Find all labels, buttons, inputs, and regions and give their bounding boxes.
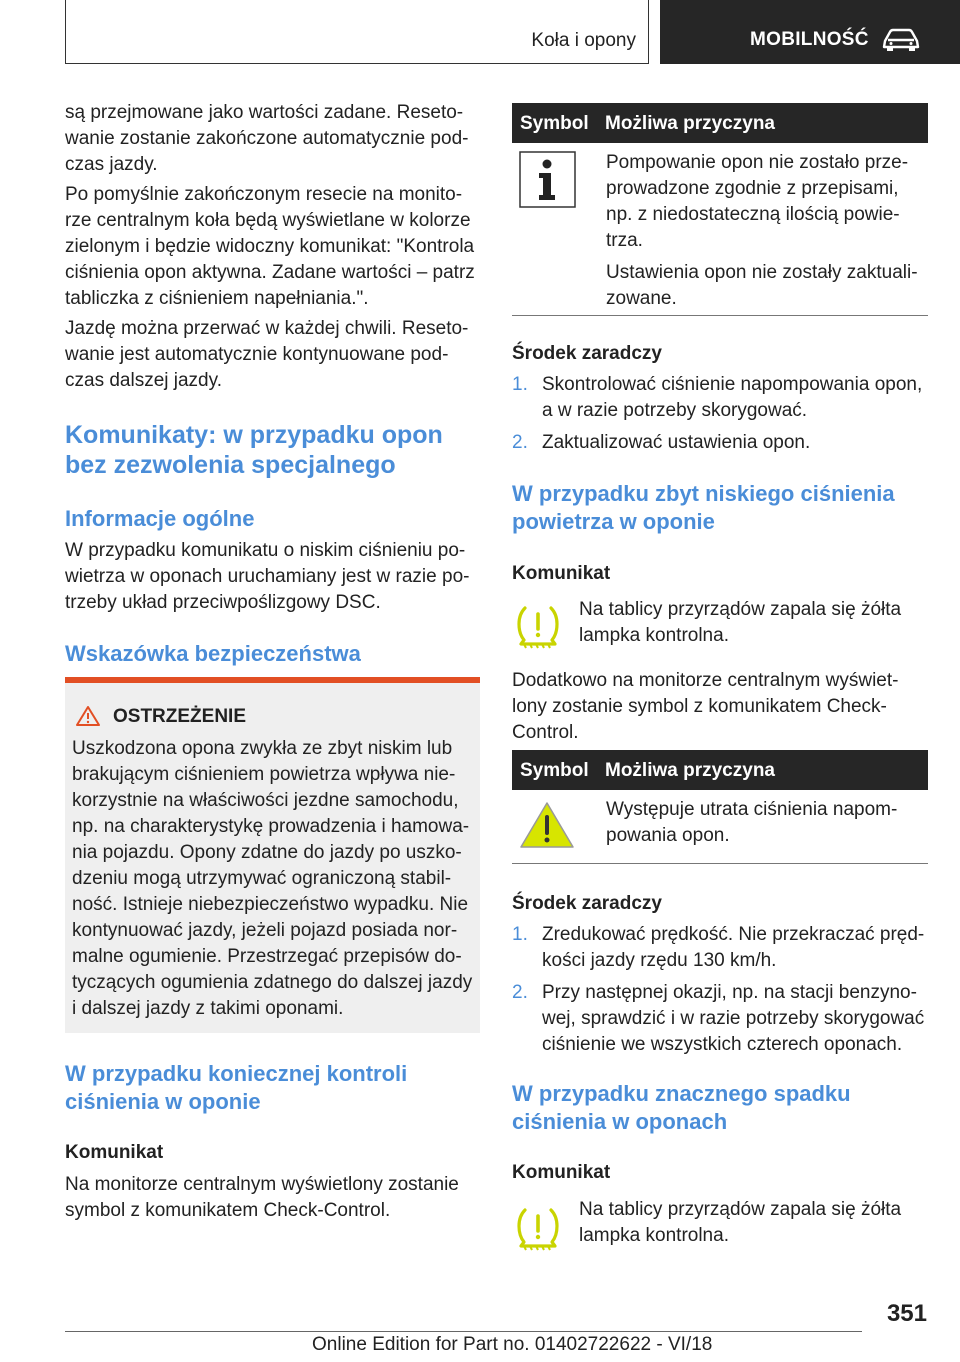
table1-bottom-rule — [512, 315, 928, 316]
paragraph-reset-values: są przejmowane jako wartości zadane. Reseto-wanie zostanie zakończone automatycznie pod-czas jazdy. — [65, 102, 469, 175]
table2-header — [512, 750, 928, 790]
table1-cause-2: Ustawienia opon nie zostały zaktuali-zowane. — [606, 262, 918, 309]
subheading-message-right-2: Komunikat — [512, 1162, 611, 1183]
table1-col-cause: Możliwa przyczyna — [605, 113, 775, 134]
footer-rule — [65, 1331, 862, 1332]
chapter-title: MOBILNOŚĆ — [750, 29, 869, 50]
table1-cause-1: Pompowanie opon nie zostało prze-prowadzone zgodnie z przepisami, np. z niedostateczną ilością powie-trza. — [606, 152, 909, 251]
step-text: Przy następnej okazji, np. na stacji benzyno-wej, sprawdzić i w razie potrzeby skorygować ciśnienie we wszystkich czterech oponach. — [542, 982, 925, 1055]
table1-header — [512, 103, 928, 143]
paragraph-dsc: W przypadku komunikatu o niskim ciśnieniu po-wietrza w oponach uruchamiany jest w razie po-trzeby układ przeciwpoślizgowy DSC. — [65, 540, 470, 613]
page-number: 351 — [886, 1300, 927, 1327]
table2-col-symbol: Symbol — [520, 760, 589, 781]
step-number: 1. — [512, 374, 528, 395]
tire-pressure-lamp-icon — [515, 1206, 561, 1252]
step-number: 1. — [512, 924, 528, 945]
car-icon — [881, 27, 921, 53]
header-section-box — [65, 0, 649, 64]
remedy1-step-2 — [512, 430, 928, 456]
remedy2-step-1 — [512, 922, 928, 974]
chapter-tab — [660, 0, 960, 64]
table1-col-symbol: Symbol — [520, 113, 589, 134]
lamp2-text: Na tablicy przyrządów zapala się żółta lampka kontrolna. — [579, 1199, 902, 1246]
remedy1-title: Środek zaradczy — [512, 343, 662, 364]
table2-cause-1: Występuje utrata ciśnienia napom-powania opon. — [606, 799, 898, 846]
step-text: Zaktualizować ustawienia opon. — [542, 432, 811, 453]
heading-general-info: Informacje ogólne — [65, 506, 255, 531]
heading-low-pressure: W przypadku zbyt niskiego ciśnienia powietrza w oponie — [512, 481, 895, 534]
remedy2-steps — [512, 922, 928, 1064]
remedy1-step-1 — [512, 372, 928, 424]
subheading-message-left: Komunikat — [65, 1142, 164, 1163]
warning-box — [65, 677, 480, 1033]
tire-pressure-lamp-icon — [515, 604, 561, 650]
warning-title: OSTRZEŻENIE — [113, 706, 247, 727]
heading-safety-note: Wskazówka bezpieczeństwa — [65, 641, 361, 666]
step-number: 2. — [512, 982, 528, 1003]
table2-bottom-rule — [512, 863, 928, 864]
remedy1-steps — [512, 372, 928, 462]
section-title: Koła i opony — [531, 30, 636, 51]
warning-bar — [65, 677, 480, 683]
step-number: 2. — [512, 432, 528, 453]
paragraph-reset-success: Po pomyślnie zakończonym resecie na monito-rze centralnym koła będą wyświetlane w kolorze zielonym i będzie widoczny komunikat: "Kontrola ciśnienia opon aktywna. Zadane wartości – patrz tabliczka z ciśnieniem napełniania.". — [65, 184, 475, 309]
paragraph-check-control: Na monitorze centralnym wyświetlony zostanie symbol z komunikatem Check-Control. — [65, 1174, 459, 1221]
table2-col-cause: Możliwa przyczyna — [605, 760, 775, 781]
paragraph-reset-interrupt: Jazdę można przerwać w każdej chwili. Reseto-wanie jest automatycznie kontynuowane pod-czas dalszej jazdy. — [65, 318, 469, 391]
remedy2-title: Środek zaradczy — [512, 893, 662, 914]
subheading-message-right-1: Komunikat — [512, 563, 611, 584]
footer-edition: Online Edition for Part no. 01402722622 - VI/18 — [312, 1334, 713, 1355]
paragraph-additional-symbol: Dodatkowo na monitorze centralnym wyświet-lony zostanie symbol z komunikatem Check-Control. — [512, 670, 899, 743]
step-text: Zredukować prędkość. Nie przekraczać pręd-kości jazdy rzędu 130 km/h. — [542, 924, 925, 971]
yellow-warning-triangle-icon — [518, 800, 576, 850]
remedy2-step-2 — [512, 980, 928, 1058]
warning-text: Uszkodzona opona zwykła ze zbyt niskim lub brakującym ciśnieniem powietrza wpływa nie-korzystnie na właściwości jezdne samochodu, np. na charakterystykę prowadzenia i hamowa-nia pojazdu. Opony zdatne do jazdy po uszko-dzeniu mogą utrzymywać ograniczoną stabil-ność. Istnieje niebezpieczeństwo wypadku. Nie kontynuować jazdy, jeżeli pojazd posiada nor-malne ogumienie. Przestrzegać przepisów do-tyczących ogumienia zdatnego do dalszej jazdy i dalszej jazdy z takimi oponami. — [72, 738, 473, 1019]
lamp1-text: Na tablicy przyrządów zapala się żółta lampka kontrolna. — [579, 599, 902, 646]
step-text: Skontrolować ciśnienie napompowania opon, a w razie potrzeby skorygować. — [542, 374, 923, 421]
heading-messages-no-approval: Komunikaty: w przypadku opon bez zezwolenia specjalnego — [65, 421, 443, 479]
heading-pressure-check: W przypadku koniecznej kontroli ciśnienia w oponie — [65, 1061, 408, 1114]
heading-significant-drop: W przypadku znacznego spadku ciśnienia w oponach — [512, 1081, 851, 1134]
info-icon — [519, 151, 576, 208]
warning-triangle-icon — [75, 705, 101, 727]
